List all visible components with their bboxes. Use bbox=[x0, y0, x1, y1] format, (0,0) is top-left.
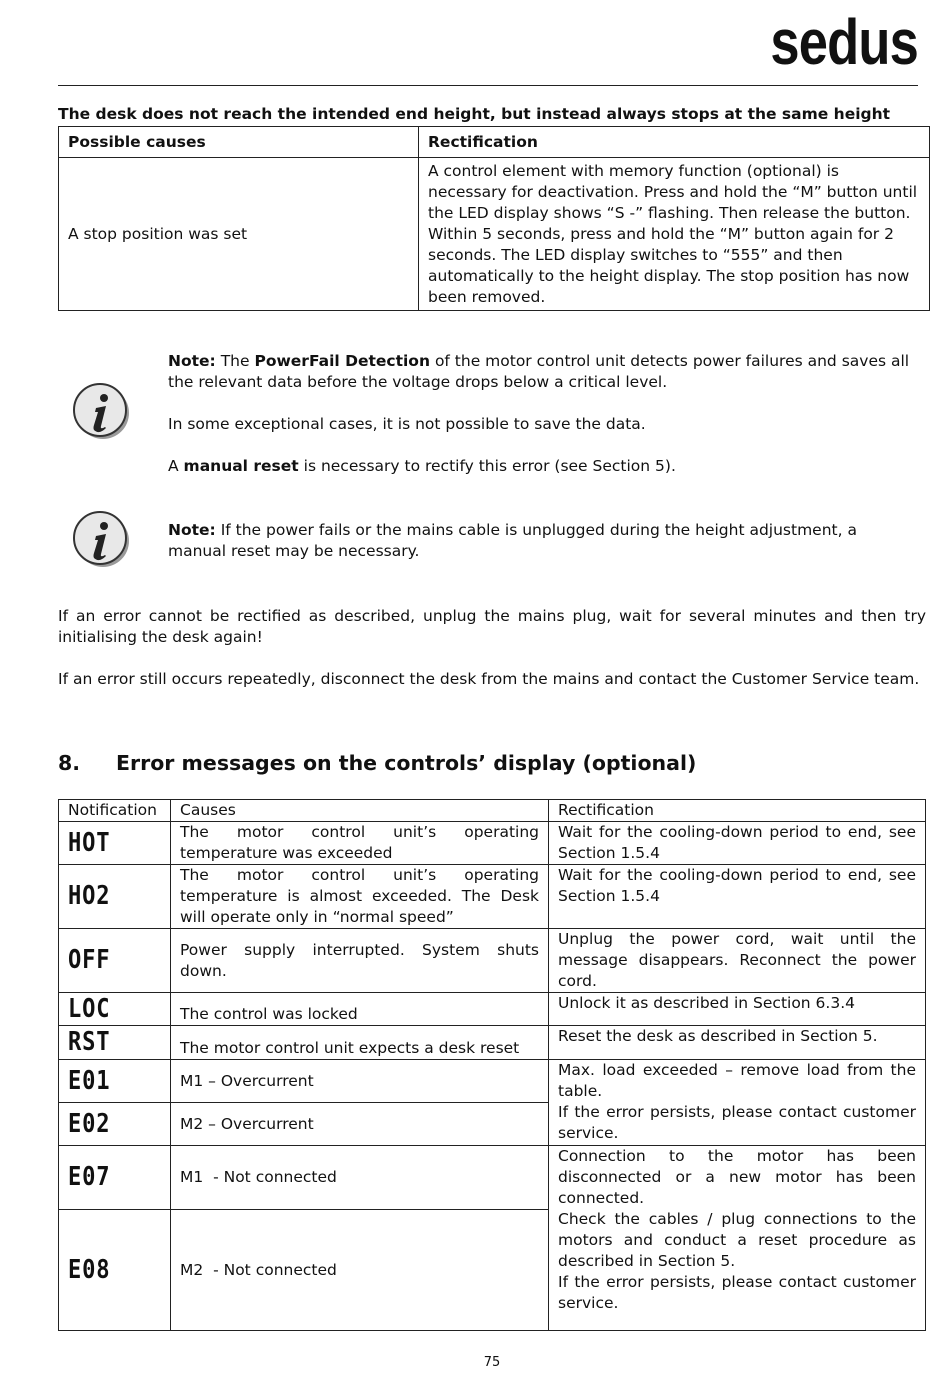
cause-cell: A stop position was set bbox=[59, 158, 419, 311]
error-code-cell bbox=[59, 1060, 171, 1103]
cause-cell: The motor control unit expects a desk reset bbox=[171, 1026, 549, 1060]
error-code-cell bbox=[59, 1026, 171, 1060]
page-number: 75 bbox=[483, 1355, 501, 1370]
table-row bbox=[59, 158, 930, 311]
table1-title: The desk does not reach the intended end height, but instead always stops at the same height bbox=[58, 105, 891, 123]
table-row bbox=[59, 929, 926, 993]
error-code: HO2 bbox=[68, 881, 111, 911]
table-row bbox=[59, 1026, 926, 1060]
cause-cell: Power supply interrupted. System shuts down. bbox=[171, 929, 549, 993]
paragraph-contact-service: If an error still occurs repeatedly, disconnect the desk from the mains and contact the Customer Service team. bbox=[58, 670, 920, 688]
note-text: of the motor control unit detects power failures and saves all the relevant data before the voltage drops below a critical level. bbox=[168, 352, 910, 391]
error-code: HOT bbox=[68, 827, 111, 858]
section-heading bbox=[58, 751, 696, 775]
error-code: LOC bbox=[68, 993, 111, 1024]
manual-reset-term: manual reset bbox=[183, 457, 299, 475]
error-code-cell bbox=[59, 1210, 171, 1331]
note-text: is necessary to rectify this error (see Section 5). bbox=[303, 457, 676, 475]
error-code-cell bbox=[59, 929, 171, 993]
table-row bbox=[59, 993, 926, 1026]
cause-cell: The motor control unit’s operating temperature is almost exceeded. The Desk will operate only in “normal speed” bbox=[171, 865, 549, 929]
cause-cell: The motor control unit’s operating temperature was exceeded bbox=[171, 822, 549, 865]
note-text: A bbox=[168, 457, 179, 475]
section-number: 8. bbox=[58, 751, 81, 775]
error-code-cell bbox=[59, 1103, 171, 1146]
paragraph-error-cannot-be-rectified: If an error cannot be rectified as described, unplug the mains plug, wait for several minutes and then try initialising the desk again! bbox=[58, 607, 926, 646]
note-powerfail bbox=[168, 351, 918, 498]
col-notification: Notification bbox=[59, 800, 171, 822]
col-rectification: Rectification bbox=[419, 127, 930, 158]
error-code: E01 bbox=[68, 1065, 111, 1096]
cause-cell: The control was locked bbox=[171, 993, 549, 1026]
note-label: Note: bbox=[168, 352, 216, 370]
error-code-cell bbox=[59, 822, 171, 865]
sedus-logo: sedus bbox=[770, 6, 918, 78]
note-power-fails bbox=[168, 520, 918, 583]
rectification-cell: Max. load exceeded – remove load from the table. If the error persists, please contact customer service. bbox=[549, 1060, 926, 1146]
col-rectification: Rectification bbox=[549, 800, 926, 822]
header-divider bbox=[58, 85, 918, 86]
table-header-row bbox=[59, 800, 926, 822]
info-icon bbox=[72, 510, 130, 568]
error-code: OFF bbox=[68, 945, 111, 975]
info-icon bbox=[72, 382, 130, 440]
cause-cell: M2 – Overcurrent bbox=[171, 1103, 549, 1146]
rectification-cell: Unplug the power cord, wait until the message disappears. Reconnect the power cord. bbox=[549, 929, 926, 993]
cause-cell: M1 – Overcurrent bbox=[171, 1060, 549, 1103]
error-code-cell bbox=[59, 993, 171, 1026]
rectification-cell: Wait for the cooling-down period to end, see Section 1.5.4 bbox=[549, 865, 926, 929]
rectification-cell: Reset the desk as described in Section 5. bbox=[549, 1026, 926, 1060]
note-label: Note: bbox=[168, 521, 216, 539]
table-row bbox=[59, 1060, 926, 1103]
table-row bbox=[59, 1146, 926, 1210]
rectification-cell: Unlock it as described in Section 6.3.4 bbox=[549, 993, 926, 1026]
error-code-cell bbox=[59, 865, 171, 929]
error-messages-table bbox=[58, 799, 926, 1331]
table-header-row bbox=[59, 127, 930, 158]
error-code: RST bbox=[68, 1027, 111, 1057]
note-text: If the power fails or the mains cable is unplugged during the height adjustment, a manual reset may be necessary. bbox=[168, 521, 857, 560]
error-code: E07 bbox=[68, 1162, 111, 1192]
stop-position-table bbox=[58, 126, 930, 311]
error-code: E02 bbox=[68, 1108, 111, 1139]
cause-cell: M1 - Not connected bbox=[171, 1146, 549, 1210]
error-code: E08 bbox=[68, 1254, 111, 1285]
note-paragraph: In some exceptional cases, it is not possible to save the data. bbox=[168, 415, 646, 433]
cause-cell: M2 - Not connected bbox=[171, 1210, 549, 1331]
note-text: The bbox=[220, 352, 250, 370]
col-causes: Causes bbox=[171, 800, 549, 822]
rectification-cell: Wait for the cooling-down period to end, see Section 1.5.4 bbox=[549, 822, 926, 865]
powerfail-term: PowerFail Detection bbox=[254, 352, 430, 370]
error-code-cell bbox=[59, 1146, 171, 1210]
table-row bbox=[59, 822, 926, 865]
rectification-cell: Connection to the motor has been disconnected or a new motor has been connected. Check the cables / plug connections to the motors and conduct a reset procedure as described in Section 5. If the error persists, please contact customer service. bbox=[549, 1146, 926, 1331]
section-title: Error messages on the controls’ display (optional) bbox=[116, 751, 697, 775]
col-possible-causes: Possible causes bbox=[59, 127, 419, 158]
rectification-cell: A control element with memory function (optional) is necessary for deactivation. Press and hold the “M” button until the LED display shows “S -” flashing. Then release the button. Within 5 seconds, press and hold the “M” button again for 2 seconds. The LED display switches to “555” and then automatically to the height display. The stop position has now been removed. bbox=[419, 158, 930, 311]
table-row bbox=[59, 865, 926, 929]
